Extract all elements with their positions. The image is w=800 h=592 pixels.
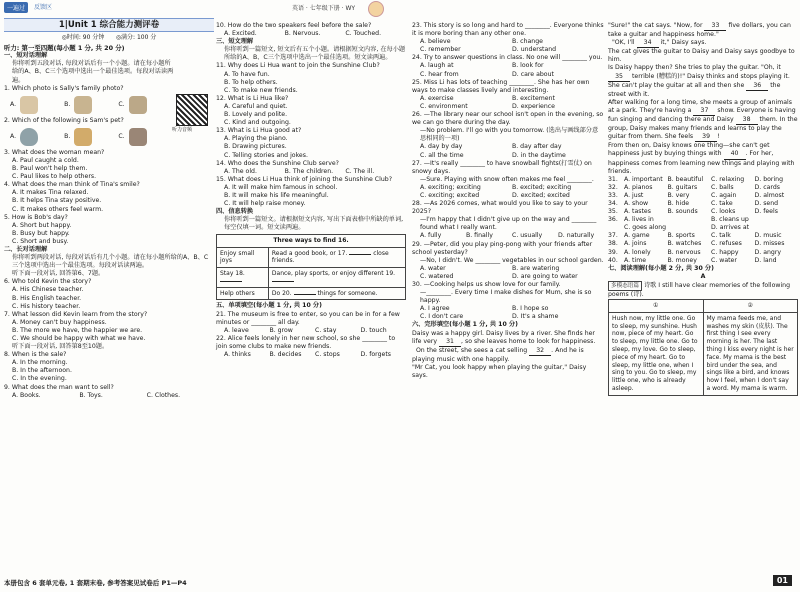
option[interactable]: B. cleans up [711,216,749,224]
option: C. His history teacher. [12,302,81,310]
section-heading: 三、短文理解 [216,38,254,46]
family-photo-icon [129,96,147,114]
option[interactable]: A. important [624,175,663,183]
qr-code-icon[interactable] [176,94,208,126]
feedback-label: 反馈区 [34,4,53,11]
option: C. In the evening. [12,375,67,383]
column-3 [412,22,604,380]
option[interactable]: C. goes along [624,224,667,232]
option[interactable]: B. sounds [667,208,698,216]
cloze-blank[interactable]: 37 [693,107,715,116]
options-row: A. water B. are watering [420,264,560,272]
option[interactable]: C. happy [711,248,739,256]
cloze-paragraph: "Mr Cat, you look happy when playing the guitar," Daisy says. [412,363,587,380]
options-row: C. watered D. are going to water [420,272,578,280]
option-number: 35. [608,208,618,216]
options-row: A. exercise B. excitement [420,94,555,102]
section-desc: 你将听到一篇短文。请根据短文内容, 写出下面表格中所缺的单词, 每空仅填一词。短文读两遍。 [224,216,404,232]
poem-text: Hush now, my little one. Go to sleep, my sunshine. Hush now, piece of my heart. Go to sleep, my little one. Go to sleep, my love. Go to sleep, piece of my heart. Go to sleep, my little one, when I sing to you. Go to sleep, my little one, who is already asleep. [609,312,704,395]
option: A. Money can't buy happiness. [12,318,107,326]
mascot-icon [368,1,384,17]
cloze-paragraph: "OK, I'll 34 it," Daisy says. [608,39,798,48]
option[interactable] [668,216,712,224]
table-cell[interactable]: Stay 18. [217,267,269,287]
cloze-option-row [608,192,798,200]
option: A. It makes Tina relaxed. [12,189,89,197]
dog-icon [129,128,147,146]
option[interactable]: D. music [754,232,782,240]
cloze-option-row [608,200,798,208]
option: B. The more we have, the happier we are. [12,326,143,334]
option[interactable]: B. watches [667,240,702,248]
options-row: C. all the time D. in the daytime [420,151,566,159]
options-row: A. thinks B. decides C. stops D. forgets [224,351,391,358]
option: A. In the morning. [12,359,68,367]
question: 4. What does the man think of Tina's smile? [4,181,140,189]
option[interactable]: A. lonely [624,248,651,256]
cloze-paragraph: Daisy was a happy girl. Daisy lives by a river. She finds her life very 31 , so she leaves home to look for happiness. [412,330,604,347]
column-1 [4,4,214,400]
exam-meta: ◎时间: 90 分钟 ◎满分: 100 分 [61,34,157,42]
option[interactable]: B. nervous [667,248,701,256]
question: 3. What does the woman mean? [4,148,105,156]
table-cell[interactable]: Read a good book, or 17. close friends. [268,247,405,267]
option[interactable]: A. game [624,232,650,240]
section-heading: 七、阅读理解(每小题 2 分, 共 30 分) [608,264,714,272]
section-heading: 二、长对话理解 [4,245,48,253]
question: 7. What lesson did Kevin learn from the story? [4,310,148,318]
options-row: A. Excited. B. Nervous. C. Touched. [224,30,382,38]
option-number: 38. [608,240,618,248]
table-cell: Help others [217,287,269,300]
question: 28. —As 2026 comes, what would you like to say to your 2025? [412,200,588,216]
option[interactable] [755,224,799,232]
question-reply: —________. Every time I make dishes for Mum, she is so happy. [420,289,592,305]
poem-table [608,299,798,396]
question: 27. —It's really ________ to have snowball fights(打雪仗) on snowy days. [412,159,592,175]
option: C. Short and busy. [12,237,69,245]
options-row: A. laugh at B. look for [420,62,544,70]
cloze-blank[interactable]: 36 [746,82,768,91]
question: 13. What is Li Hua good at? [216,127,302,135]
page-number: 01 [773,575,792,586]
options-row: A. Books. B. Toys. C. Clothes. [12,391,181,399]
question: 24. Try to answer questions in class. No one will ________ you. [412,54,603,62]
option[interactable]: C. again [711,191,737,199]
option: A. Careful and quiet. [224,102,288,110]
cloze-blank[interactable]: 33 [704,22,726,31]
question-reply: —No problem. I'll go with you tomorrow. (选出与画线部分意思相同的一项) [420,127,599,143]
brand-logo: 一遍过 [4,2,28,13]
option: A. Short but happy. [12,221,72,229]
cloze-paragraph: "Sure!" the cat says. "Now, for 33 five dollars, you can take a guitar and happiness home." [608,22,791,39]
cloze-blank[interactable]: 38 [736,116,758,125]
part-label: A [700,272,706,280]
section-desc: 你将听到五段对话, 每段对话后有一个小题。请在每小题所给的A、B、C三个选项中选出一个最佳选项。每段对话读两遍。 [12,60,174,84]
section-desc: 你将听到一篇短文, 短文后有五个小题。请根据短文内容, 在每小题所给的A、B、C三个选项中选出一个最佳选项。短文读两遍。 [224,46,406,62]
option: C. It will help raise money. [224,200,306,208]
option[interactable]: C. relaxing [711,175,745,183]
book-label: 英语 · 七年级下册 · WY [292,5,356,12]
option: A. His Chinese teacher. [12,286,84,294]
cloze-paragraph: On the street, she sees a cat selling 32 . And he is playing music with one happily. [412,346,584,363]
question: 22. Alice feels lonely in her new school, so she ________ to join some clubs to make new friends. [216,334,396,350]
cloze-blank[interactable]: 34 [637,39,659,48]
question: 10. How do the two speakers feel before the sale? [216,22,372,29]
section-heading: 四、信息转换 [216,208,254,216]
question: 6. Who told Kevin the story? [4,278,92,286]
option: B. It helps Tina stay positive. [12,197,102,205]
instruction: 听下面一段对话, 回答第8至10题。 [12,343,109,351]
question: 30. —Cooking helps us show love for our family. [412,281,561,288]
option: C. To make new friends. [224,86,298,94]
question: 2. Which of the following is Sam's pet? [4,116,124,124]
option-number: 40. [608,256,618,264]
options-row: A. I agree B. I hope so [420,305,549,313]
option[interactable]: A. tastes [624,208,651,216]
cloze-option-row [608,224,798,232]
option[interactable]: B. guitars [667,183,698,191]
picture-options: A. B. C. [4,125,214,149]
option: B. Drawing pictures. [224,143,287,151]
option[interactable] [755,216,799,224]
cloze-blank[interactable]: 31 [439,338,461,347]
option: A. Playing the piano. [224,135,288,143]
option[interactable]: A. joins [624,240,647,248]
column-4 [608,22,798,396]
options-row: C. environment D. experience [420,102,555,110]
option-number [608,224,624,232]
option[interactable]: D. send [754,199,779,207]
cloze-paragraph: Is Daisy happy then? She tries to play the guitar. "Oh, it 35 terrible (糟糕的)!" Daisy thinks and stops playing it. She can't play the guitar at all and then she 36 the street with it. [608,64,790,98]
cloze-option-row [608,257,798,265]
option-number: 37. [608,232,618,240]
option[interactable]: C. talk [711,232,731,240]
option: B. It will make his life meaningful. [224,191,329,199]
tag-label: 多模态语篇 [608,281,642,291]
options-row: A. The old. B. The children. C. The ill. [224,167,375,175]
section-heading: 六、完形填空(每小题 1 分, 共 10 分) [412,321,518,329]
section-heading: 五、单项填空(每小题 1 分, 共 10 分) [216,302,322,310]
question: 26. —The library near our school isn't open in the evening, so we can go there during the day. [412,111,604,127]
question: 1. Which photo is Sally's family photo? [4,84,124,92]
cloze-option-row [608,208,798,216]
option[interactable]: D. boring [754,175,784,183]
rabbit-icon [74,128,92,146]
option: B. In the afternoon. [12,367,72,375]
options-row: A. believe B. change [420,38,543,46]
option[interactable]: D. cards [754,183,780,191]
question: 14. Who does the Sunshine Club serve? [216,159,339,167]
option-number: 31. [608,175,618,183]
cloze-paragraph: From then on, Daisy knows one thing—she can't get happiness just by buying things with 40 . For her, happiness comes from learning new things and playing with friends. [608,142,795,175]
option: C. We should be happy with what we have. [12,335,146,342]
option[interactable]: B. hide [667,199,690,207]
family-photo-icon [74,96,92,114]
option[interactable]: B. sports [667,232,695,240]
option[interactable]: A. just [624,191,644,199]
question: 11. Why does Li Hua want to join the Sunshine Club? [216,62,380,70]
option: C. Kind and outgoing. [224,119,291,127]
option[interactable]: D. almost [754,191,785,199]
option[interactable]: C. refuses [711,240,742,248]
cloze-option-row [608,216,798,224]
question: 8. When is the sale? [4,351,67,359]
question: 15. What does Li Hua think of joining the Sunshine Club? [216,175,392,183]
cloze-blank[interactable]: 40 [724,150,746,159]
instruction: 听下面一段对话, 回答第6、7题。 [12,270,105,278]
option[interactable]: D. arrives at [711,224,750,232]
option[interactable]: C. take [711,199,733,207]
question: 29. —Peter, did you play ping-pong with your friends after school yesterday? [412,240,593,256]
option: B. Paul won't help them. [12,165,88,173]
cloze-option-row [608,232,798,240]
option[interactable]: C. water [711,256,737,264]
option: B. Lovely and polite. [224,111,288,119]
cloze-blank[interactable]: 39 [695,133,717,142]
option[interactable] [668,224,712,232]
listening-heading: 听力: 第一至四题(每小题 1 分, 共 20 分) [4,44,125,53]
cloze-paragraph: After walking for a long time, she meets a group of animals at a park. They're having a 37 show. Everyone is having fun singing and dancing there and Daisy 38 them. In the group, Daisy makes many friends and learns to play the guitar from them. She feels 39 ! [608,99,798,142]
option[interactable]: D. angry [754,248,782,256]
table-cell[interactable]: Dance, play sports, or enjoy different 19. [268,267,405,287]
option[interactable]: B. very [667,191,690,199]
option-number: 39. [608,248,618,256]
option: C. Paul likes to help others. [12,173,97,181]
option[interactable]: B. beautiful [667,175,704,183]
cloze-blank[interactable]: 32 [529,347,551,356]
options-row: C. hear from D. care about [420,70,554,78]
column-2 [216,22,406,359]
cloze-option-row [608,176,798,184]
picture-options: A. B. C. [4,93,214,117]
options-row: C. exciting; excited D. excited; excited [420,191,570,199]
option[interactable]: D. land [754,256,777,264]
question-reply: —I'm happy that I didn't give up on the way and ________ found what I really want. [420,216,597,232]
bird-icon [20,128,38,146]
option: A. Paul caught a cold. [12,156,79,164]
options-row: C. I don't care D. It's a shame [420,313,559,321]
poem-number: ① [609,300,704,313]
option: C. It makes others feel warm. [12,205,104,213]
option[interactable]: D. feels [754,208,778,216]
option: B. To help others. [224,78,278,86]
option[interactable]: A. time [624,256,647,264]
question-reply: —Sure. Playing with snow often makes me feel ________. [420,175,594,183]
option-number: 33. [608,191,618,199]
question: 25. Miss Li has lots of teaching ________. She has her own ways to make classes lively and interesting. [412,78,590,94]
cloze-paragraph: The cat gives the guitar to Daisy and Daisy says goodbye to him. [608,48,795,64]
cloze-option-row [608,249,798,257]
option-number: 34. [608,199,618,207]
section-heading: 一、短对话理解 [4,52,48,60]
cloze-blank[interactable]: 35 [608,73,630,82]
poem-number: ② [703,300,798,313]
options-row: A. fully B. finally C. usually D. naturally [420,232,595,240]
cloze-option-row [608,184,798,192]
question: 21. The museum is free to enter, so you can be in for a few minutes or ________ all day. [216,310,400,326]
table-cell: Enjoy small joys [217,247,269,267]
qr-caption: 听力音频 [172,127,193,133]
table-header: Three ways to find 16. [217,235,406,248]
reading-intro: 多模态语篇 诗歌 I still have clear memories of the following poems (诗). [608,281,791,298]
options-row: A. leave B. grow C. stay D. touch [224,326,387,334]
question: 12. What is Li Hua like? [216,94,289,102]
table-cell[interactable]: Do 20. things for someone. [268,287,405,300]
question: 23. This story is so long and hard to ________. Everyone thinks it is more boring than any other one. [412,22,604,38]
option: B. Busy but happy. [12,229,70,237]
options-row: C. remember D. understand [420,46,557,54]
option[interactable]: D. misses [754,240,785,248]
page-title: 1|Unit 1 综合能力测评卷 [4,18,214,32]
info-table [216,234,406,300]
option: C. Telling stories and jokes. [224,151,308,159]
option[interactable]: A. pianos [624,183,653,191]
option[interactable]: A. show [624,199,649,207]
option[interactable]: C. looks [711,208,736,216]
option[interactable]: B. money [667,256,697,264]
option: B. His English teacher. [12,294,82,302]
option: A. It will make him famous in school. [224,183,338,191]
option: A. To have fun. [224,70,270,78]
options-row: A. exciting; exciting B. excited; exciting [420,183,572,191]
option[interactable]: C. balls [711,183,734,191]
question: 9. What does the man want to sell? [4,383,114,391]
option[interactable]: A. lives in [624,216,654,224]
cloze-option-row [608,240,798,248]
question-reply: —No, I didn't. We ________ vegetables in our school garden. [420,256,604,264]
options-row: A. day by day B. day after day [420,143,562,151]
cloze-options [608,176,798,265]
section-desc: 你将听到两段对话, 每段对话后有几个小题。请在每小题所给的A、B、C三个选项中选出一个最佳选项。每段对话读两遍。 [12,254,209,270]
poem-text: My mama feeds me, and washes my skin (皮肤). The first thing I see every morning is her. The last thing I kiss every night is her face. My mama is the best bird under the sea, and sings like a bird, and knows how I feel, when I don't say a word. My mama is warm. [703,312,798,395]
option-number: 36. [608,216,618,224]
question: 5. How is Bob's day? [4,213,68,221]
footer-note: 本册包含 6 套单元卷, 1 套期末卷, 参考答案见试卷后 P1—P4 [4,579,187,587]
family-photo-icon [20,96,38,114]
option-number: 32. [608,183,618,191]
